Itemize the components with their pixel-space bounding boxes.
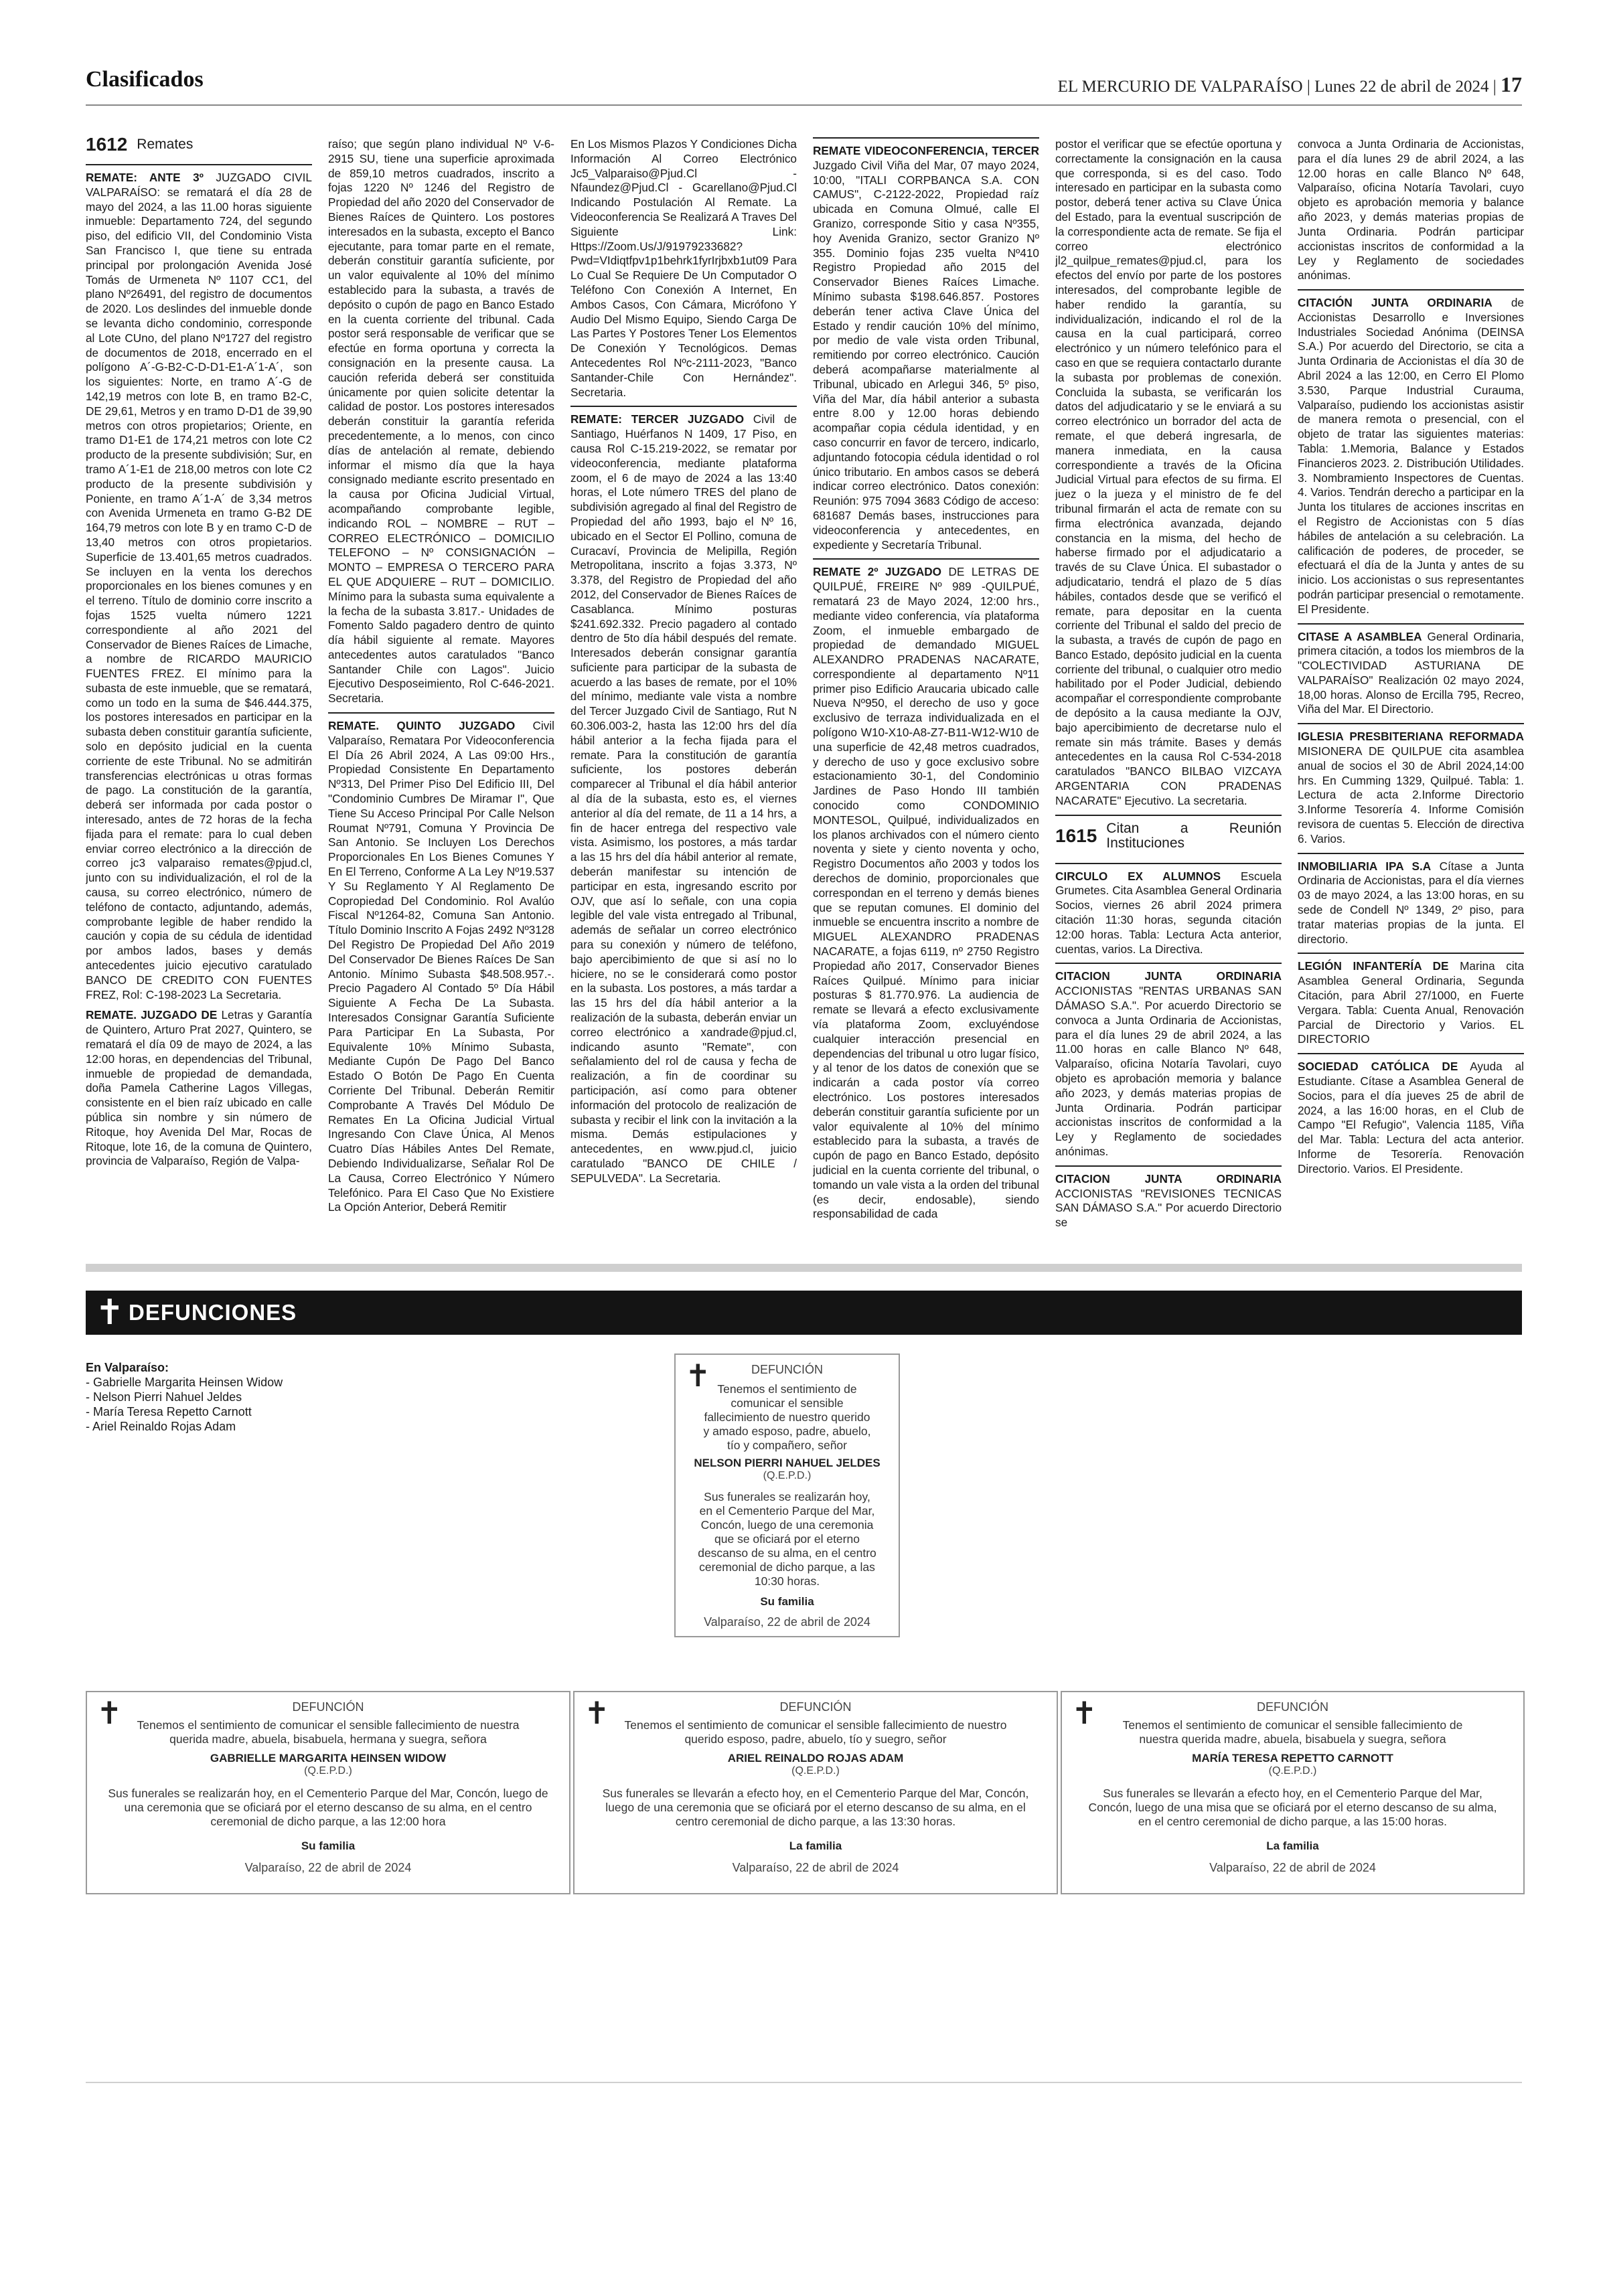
column-2 [328, 137, 554, 1268]
divider [1298, 289, 1524, 291]
death-notice [674, 1354, 900, 1637]
category-name: Citan a Reunión Instituciones [1106, 820, 1282, 851]
ad-text: Civil Valparaíso, Rematara Por Videoconferencia El Día 26 Abril 2024, A Las 09:00 Hrs., Propiedad Consistente En Departamento Nº313, Del Primer Piso Del Edificio III, Del "Condominio Cumbres De Miramar I", Que Tiene Su Acceso Principal Por Calle Nelson Roumat Nº791, Comuna Y Provincia De San Antonio. Se Incluyen Los Derechos Proporcionales En Los Bienes Comunes Y En El Terreno, Conforme A La Ley Nº19.537 Y Su Reglamento Y Al Reglamento De Copropiedad Del Condominio. Rol Avalúo Fiscal Nº1264-82, Comuna San Antonio. Título Dominio Inscrito A Fojas 2492 Nº3128 Del Registro De Propiedad Del Año 2019 Del Conservador De Bienes Raíces De San Antonio. Mínimo Subasta $48.508.957.-. Precio Pagadero Al Contado 5º Día Hábil Siguiente A Fecha De La Subasta. Interesados Consignar Garantía Suficiente Para Participar En La Subasta, Por Equivalente 10% Mínimo Subasta, Mediante Cupón De Pago Del Banco Estado O Botón De Pago En Cuenta Corriente Del Tribunal. Deberán Remitir Comprobante A Través Del Módulo De Remates En La Oficina Judicial Virtual Ingresando Con Clave Única, Al Menos Cuatro Días Hábiles Antes Del Remate, Debiendo Individualizarse, Señalar Rol De La Causa, Correo Electrónico Y Número Telefónico. Para El Caso Que No Existiere La Opción Anterior, Deberá Remitir [328, 719, 554, 1214]
ad-lead: REMATE 2º JUZGADO [813, 565, 942, 579]
category-header-instituciones [1055, 821, 1282, 855]
cross-icon: ✝ [96, 1695, 123, 1731]
ad-lead: SOCIEDAD CATÓLICA DE [1298, 1060, 1458, 1074]
list-item: - Nelson Pierri Nahuel Jeldes [86, 1390, 242, 1404]
notice-qepd: (Q.E.P.D.) [763, 1470, 812, 1481]
classified-ad [1055, 137, 1282, 809]
notice-heading: DEFUNCIÓN [751, 1363, 823, 1376]
ad-text: raíso; que según plano individual Nº V-6-2915 SU, tiene una superficie aproximada de 859,10 metros cuadrados, inscrito a fojas 1220 Nº 1246 del Registro de Propiedad del año 2020 del Conservador de Bienes Raíces de Quintero. Los postores interesados en la subasta, excepto el Banco ejecutante, para tomar parte en el remate, deberán constituir garantía suficiente, por un valor equivalente al 10% del mínimo establecido para la subasta, a través de depósito o cupón de pago en Banco Estado en la cuenta corriente del tribunal. Cada postor será responsable de verificar que se efectúe en forma oportuna y correcta la consignación en la presente causa. La caución referida deberá ser constituida únicamente por quien solicite detentar la calidad de postor. Los postores interesados deberán constituir la garantía referida precedentemente, a lo menos, con cinco días de antelación al remate, debiendo informar el mismo día que la haya consignado mediante escrito presentado en la causa por Oficina Judicial Virtual, acompañando comprobante legible, indicando ROL – NOMBRE – RUT – CORREO ELECTRÓNICO – DOMICILIO TELEFONO – Nº CONSIGNACIÓN – MONTO – EMPRESA O TERCERO PARA EL QUE ADQUIERE – RUT – DOMICILIO. Mínimo para la subasta suma equivalente a la fecha de la subasta 3.817.- Unidades de Fomento Saldo pagadero dentro de quinto día hábil siguiente al remate. Mayores antecedentes autos caratulados "Banco Santander Chile con Lagos". Juicio Ejecutivo Desposeimiento, Rol C-646-2021. Secretaria. [328, 137, 554, 706]
divider [1055, 815, 1282, 816]
ad-text: DE LETRAS DE QUILPUÉ, FREIRE Nº 989 -QUILPUÉ, rematará 23 de Mayo 2024, 12:00 hrs., mediante video conferencia, vía plataforma Zoom, el inmueble embargado de propiedad de demandado MIGUEL ALEXANDRO PRADENAS NACARATE, correspondiente al departamento Nº11 primer piso Edificio Araucaria ubicado calle Nueva Nº950, el derecho de uso y goce exclusivo de terraza individualizada en el polígono W10-X10-A8-Z7-B11-W12-W10 de una superficie de 42,48 metros cuadrados, y derecho de uso y goce exclusivo sobre estacionamiento 30-1, del Condominio Jardines de Paso Hondo III también conocido como CONDOMINIO MONTESOL, Quilpué, individualizados en los planos archivados con el número ciento noventa y siete y ciento noventa y ocho, Registro Documentos año 2003 y todos los derechos de dominio, proporcionales que correspondan en el terreno y demás bienes que se reputan comunes. El dominio del inmueble se encuentra inscrito a nombre de MIGUEL ALEXANDRO PRADENAS NACARATE, a fojas 6119, nº 2750 Registro Propiedad año 2017, Conservador Bienes Raíces Quilpué. Mínimo para iniciar posturas $ 81.770.976. La audiencia de remate se llevará a efecto exclusivamente vía plataforma Zoom, excluyéndose cualquier interacción presencial en dependencias del tribunal u otro lugar físico, y al tenor de los datos de conexión que se indicarán a cada postor vía correo electrónico. Los postores interesados deberán constituir garantía suficiente por un valor equivalente al 10% del mínimo establecido para la subasta, a través de cupón de pago en Banco Estado, depósito judicial en la cuenta corriente del tribunal, o tomando un vale vista a la orden del tribunal (es decir, endosable), siendo responsabilidad de cada [813, 565, 1039, 1221]
category-number: 1612 [86, 137, 128, 155]
section-divider [86, 1264, 1522, 1272]
divider [1298, 723, 1524, 724]
list-item: - Gabrielle Margarita Heinsen Widow [86, 1376, 283, 1389]
classified-ad [1298, 630, 1524, 718]
notice-family: Su familia [760, 1595, 814, 1608]
notice-funeral: Sus funerales se realizarán hoy, en el Cementerio Parque del Mar, Concón, luego de una ceremonia que se oficiará por el eterno descanso de su alma, en el centro ceremonial de dicho parque, a las 10:30 horas. [698, 1490, 876, 1588]
classified-ad [1298, 137, 1524, 283]
notice-date: Valparaíso, 22 de abril de 2024 [704, 1615, 870, 1629]
list-item: - Ariel Reinaldo Rojas Adam [86, 1420, 236, 1433]
divider [86, 164, 312, 165]
notice-funeral: Sus funerales se realizarán hoy, en el Cementerio Parque del Mar, Concón, luego de una ceremonia que se oficiará por el eterno descanso de su alma, en el centro ceremonial de dicho parque, a las 12:00 hora [108, 1787, 548, 1828]
ad-text: Cítase a Junta Ordinaria de Accionistas, para el día viernes 03 de mayo 2024, a las 13:00 horas, en su sede de Condell Nº 1349, 2º piso, para tratar materias propias de la junta. El directorio. [1298, 859, 1524, 946]
classified-ad [570, 137, 797, 400]
category-header-remates [86, 137, 312, 156]
cross-icon: ✝ [685, 1358, 711, 1394]
ad-lead: REMATE. JUZGADO DE [86, 1008, 218, 1022]
divider [1298, 1053, 1524, 1054]
ad-text: Escuela Grumetes. Cita Asamblea General Ordinaria Socios, viernes 26 abril 2024 primera citación 11:30 horas, segunda citación 12:00 horas. Tabla: Lectura Acta anterior, cuentas, varios. La Directiva. [1055, 869, 1282, 956]
notice-heading: DEFUNCIÓN [779, 1700, 852, 1714]
divider [1298, 853, 1524, 854]
publication-line: EL MERCURIO DE VALPARAÍSO | Lunes 22 de abril de 2024 | 17 [1057, 72, 1522, 96]
classified-ad [1298, 859, 1524, 947]
column-5 [1055, 137, 1282, 1268]
classified-columns [86, 137, 1522, 1275]
cross-icon: ✝ [1071, 1695, 1097, 1731]
notice-family: Su familia [301, 1839, 356, 1852]
classified-ad [328, 719, 554, 1215]
divider [1055, 1165, 1282, 1167]
ad-lead: CITASE A ASAMBLEA [1298, 629, 1422, 643]
ad-text: En Los Mismos Plazos Y Condiciones Dicha Información Al Correo Electrónico Jc5_Valparaiso@Pjud.Cl - Nfaundez@Pjud.Cl - Gcarellano@Pjud.Cl Indicando Postulación Al Remate. La Videoconferencia Se Realizará A Traves Del Siguiente Link: Https://Zoom.Us/J/91979233682?Pwd=VIdiqtfpv1p1behrk1fyrIrjbxb1ut09 Para Lo Cual Se Requiere De Un Computador O Teléfono Con Conexión A Internet, En Ambos Casos, Con Cámara, Micrófono Y Audio Del Mismo Equipo, Siendo Carga De Las Partes Y Postores Tener Los Elementos De Conexión Y Tecnológicos. Demas Antecedentes Rol Nºc-2111-2023, "Banco Santander-Chile Con Hernández". Secretaria. [570, 137, 797, 399]
notice-funeral: Sus funerales se llevarán a efecto hoy, en el Cementerio Parque del Mar, Concón, luego de una ceremonia que se oficiará por el eterno descanso de su alma, en el centro ceremonial de dicho parque, a las 13:30 horas. [602, 1787, 1029, 1828]
death-notice [573, 1691, 1058, 1894]
deaths-list [86, 1360, 420, 1434]
ad-text: convoca a Junta Ordinaria de Accionistas, para el día lunes 29 de abril 2024, a las 12.00 horas en calle Blanco Nº 648, Valparaíso, oficina Notaría Tavolari, cuyo objeto es aprobación memoria y balance año 2023, y demás materias propias de Junta Ordinaria. Podrán participar accionistas inscritos de conformidad a la Ley y Reglamento de sociedades anónimas. [1298, 137, 1524, 282]
cross-icon: ✝ [95, 1293, 125, 1333]
column-3 [570, 137, 797, 1268]
category-number: 1615 [1055, 825, 1097, 846]
ad-lead: REMATE. QUINTO JUZGADO [328, 719, 516, 733]
notice-qepd: (Q.E.P.D.) [1268, 1765, 1317, 1777]
notice-family: La familia [789, 1839, 842, 1852]
notice-name: GABRIELLE MARGARITA HEINSEN WIDOW [210, 1752, 447, 1765]
ad-lead: REMATE: TERCER JUZGADO [570, 412, 745, 426]
ad-lead: REMATE: ANTE 3º [86, 171, 204, 184]
divider [1298, 953, 1524, 954]
classified-ad [328, 137, 554, 706]
column-6 [1298, 137, 1524, 1268]
ad-lead: CITACIÓN JUNTA ORDINARIA [1298, 295, 1493, 309]
ad-text: postor el verificar que se efectúe oportuna y correctamente la consignación en la causa que corresponda, si es del caso. Todo interesado en participar en la subasta como postor, deberá tener activa su Clave Única del Estado, para la eventual suscripción de la correspondiente acta de remate. Se fija el correo electrónico jl2_quilpue_remates@pjud.cl, para los efectos del envío por parte de los postores interesados, del comprobante legible de haber rendido la garantía, su individualización, indicando el rol de la causa en la cual participará, correo electrónico y un número telefónico para el caso en que se requiera contactarlo durante la subasta por problemas de conexión. Concluida la subasta, se verificarán los datos del adjudicatario y se le enviará a su correo electrónico un borrador del acta de remate, el que deberá ingresarla, de manera inmediata, en la causa correspondiente a través de la Oficina Judicial Virtual para efectos de su firma. El juez o la jueza y el ministro de fe del tribunal firmarán el acta de remate con su firma electrónica avanzada, dejando constancia en la misma, del hecho de haberse firmado por el adjudicatario a través de su Clave Única. El subastador o adjudicatario, tendrá el plazo de 5 días hábiles, contados desde que se verificó el remate, para depositar en la cuenta corriente del Tribunal el saldo del precio de la subasta, a través de cupón de pago en Banco Estado, depósito judicial en la cuenta corriente del tribunal, o cualquier otro medio habilitado por el Poder Judicial, debiendo acompañar el correspondiente comprobante de depósito a la causa mediante la OJV, bajo apercibimiento de decretarse nulo el remate sin más trámite. Bases y demás antecedentes en la causa Rol C-534-2018 caratulados "BANCO BILBAO VIZCAYA ARGENTARIA CON PRADENAS NACARATE" Ejecutivo. La secretaria. [1055, 137, 1282, 807]
ad-text: MISIONERA DE QUILPUE cita asamblea anual de socios el 30 de Abril 2024,14:00 hrs. En Cumming 1329, Quilpué. Tabla: 1. Lectura de acta 2.Informe Directorio 3.Informe Tesorería 4. Informe Comisión revisora de cuentas 5. Elección de directiva 6. Varios. [1298, 744, 1524, 845]
classified-ad [1055, 1172, 1282, 1230]
notice-intro: Tenemos el sentimiento de comunicar el sensible fallecimiento de nuestra querida madre, abuela, bisabuela y suegra, señora [1122, 1718, 1463, 1746]
ad-text: Juzgado Civil Viña del Mar, 07 mayo 2024, 10:00, "ITALI CORPBANCA S.A. CON CAMUS", C-2122-2022, Propiedad raíz ubicada en Comuna Olmué, calle El Granizo, corresponde Sitio y casa Nº355, hoy Avenida Granizo, sector Granizo Nº 355. Dominio fojas 235 vuelta Nº410 Registro Propiedad año 2015 del Conservador Bienes Raíces Limache. Mínimo subasta $198.646.857. Postores deberán tener activa Clave Única del Estado y rendir caución 10% del mínimo, por medio de vale vista orden Tribunal, remitiendo por correo electrónico. Caución deberá acompañarse materialmente al Tribunal, ubicado en Arlegui 346, 5º piso, Viña del Mar, día hábil anterior a subasta entre 8.00 y 12.00 horas debiendo acompañar copia cédula identidad, y en caso concurrir en favor de tercero, indicarlo, adjuntando fotocopia cédula identidad o rol único tributario. En ambos casos se deberá indicar correo electrónico. Datos conexión: Reunión: 975 7094 3683 Código de acceso: 681687 Demás bases, instrucciones para videoconferencia y antecedentes, en expediente y Secretaría Tribunal. [813, 158, 1039, 552]
notice-name: ARIEL REINALDO ROJAS ADAM [727, 1752, 904, 1765]
ad-lead: INMOBILIARIA IPA S.A [1298, 859, 1432, 873]
ad-lead: IGLESIA PRESBITERIANA REFORMADA [1298, 730, 1524, 744]
notice-name: NELSON PIERRI NAHUEL JELDES [694, 1457, 881, 1469]
classified-ad [813, 565, 1039, 1222]
ad-text: JUZGADO CIVIL VALPARAÍSO: se rematará el día 28 de mayo del 2024, a las 11.00 horas siguiente inmueble: Departamento 724, del segundo piso, del edificio VII, del Condominio Vista San Francisco I, que tiene su entrada principal por prolongación Avenida José Tomás de Urmeneta Nº 1107 CC1, del plano Nº26491, del registro de documentos de 2020. Los deslindes del inmueble donde se levanta dicho condominio, corresponde al Lote CUno, del plano Nº1727 del registro de documentos de 2018, encerrado en el polígono A´-G-B2-C-D-D1-E1-A´1-A´, son los siguientes: Norte, en tramo A´-G de 142,19 metros con lote B, en tramo B2-C, DE 29,61, Metros y en tramo D-D1 de 39,90 metros con otros propietarios; Oriente, en tramo D1-E1 de 174,21 metros con lote C2 producto de la presente subdivisión; Sur, en tramo A´1-E1 de 218,00 metros con lote C2 producto de la presente subdivisión y Poniente, en tramo A´1-A´ de 3,34 metros con Avenida Urmeneta en tramo G-B2 DE 164,79 metros con lote B y en tramo C-D de 13,40 metros con otros propietarios. Superficie de 13.401,65 metros cuadrados. Se incluyen en la venta los derechos proporcionales en los bienes comunes y en el terreno. Título de dominio corre inscrito a fojas 1525 vuelta número 1221 correspondiente al año 2021 del Conservador de Bienes Raíces de Limache, a nombre de RICARDO MAURICIO FUENTES FREZ. El mínimo para la subasta de este inmueble, que se rematará, como un todo en la suma de $46.444.375, los postores interesados en participar en la subasta deben constituir garantía suficiente, solo en depósito judicial en la cuenta corriente de este Tribunal. No se admitirán transferencias electrónicas u otras formas de pago. La constitución de la garantía, deberá ser informada por cada postor o interesado, antes de 72 horas de la fecha fijada para el remate: para lo cual deben enviar correo electrónico a la dirección de correo jc3 valparaiso remates@pjud.cl, junto con su individualización, el rol de la causa, su correo electrónico, número de teléfono de contacto, adjuntando, además, comprobante legible de haber rendido la caución y copia de su cédula de identidad por ambos lados, bases y demás antecedentes juicio ejecutivo caratulado BANCO DE CREDITO CON FUENTES FREZ, Rol: C-198-2023 La Secretaria. [86, 171, 312, 1001]
notice-intro: Tenemos el sentimiento de comunicar el sensible fallecimiento de nuestro querido esposo, padre, abuelo, tío y suegro, señor [624, 1718, 1007, 1746]
ad-text: de Accionistas Desarrollo e Inversiones Industriales Sociedad Anónima (DEINSA S.A.) Por acuerdo del Directorio, se cita a Junta Ordinaria de Accionistas el día 30 de Abril 2024 a las 12:00, en Cerro El Plomo 3.530, Parque Industrial Curauma, Valparaíso, pudiendo los accionistas asistir de manera remota o presencial, con el objeto de tratar las siguientes materias: Tabla: 1.Memoria, Balance y Estados Financieros 2023. 2. Distribución Utilidades. 3. Nombramiento Inspectores de Cuentas. 4. Varios. Tendrán derecho a participar en la Junta los titulares de acciones inscritas en el Registro de Accionistas con 5 días hábiles de antelación a su celebración. La calificación de poderes, de proceder, se efectuará el día de la Junta y antes de su inicio. Los accionistas o sus representantes podrán participar presencial o remotamente. El Presidente. [1298, 295, 1524, 616]
classified-ad [1298, 730, 1524, 846]
ad-lead: LEGIÓN INFANTERÍA DE [1298, 959, 1449, 973]
classified-ad [1055, 969, 1282, 1159]
notice-name: MARÍA TERESA REPETTO CARNOTT [1192, 1752, 1393, 1765]
notice-date: Valparaíso, 22 de abril de 2024 [244, 1861, 412, 1874]
defunciones-title: DEFUNCIONES [129, 1300, 297, 1325]
notice-heading: DEFUNCIÓN [292, 1700, 364, 1714]
ad-lead: CITACION JUNTA ORDINARIA [1055, 969, 1282, 983]
publication-date: Lunes 22 de abril de 2024 [1314, 78, 1489, 96]
divider [1298, 623, 1524, 625]
classified-ad [86, 1008, 312, 1169]
divider [570, 406, 797, 407]
notice-funeral: Sus funerales se llevarán a efecto hoy, en el Cementerio Parque del Mar, Concón, luego de una misa que se oficiará por el eterno descanso de su alma, en el centro ceremonial de dicho parque, a las 15:00 horas. [1088, 1787, 1497, 1828]
notice-date: Valparaíso, 22 de abril de 2024 [732, 1861, 899, 1874]
notice-heading: DEFUNCIÓN [1257, 1700, 1328, 1714]
classified-ad [86, 171, 312, 1002]
classified-ad [1298, 959, 1524, 1047]
ad-lead: CIRCULO EX ALUMNOS [1055, 869, 1221, 883]
ad-lead: CITACION JUNTA ORDINARIA [1055, 1171, 1282, 1185]
ad-text: Civil de Santiago, Huérfanos N 1409, 17 Piso, en causa Rol C-15.219-2022, se rematar por videoconferencia, mediante plataforma zoom, el 6 de mayo de 2024 a las 13:40 horas, el Lote número TRES del plano de subdivisión agregado al final del Registro de Propiedad del año 1993, bajo el Nº 16, ubicado en el Sector El Pollino, comuna de Curacaví, Provincia de Melipilla, Región Metropolitana, inscrito a fojas 3.373, Nº 3.378, del Registro de Propiedad del año 2012, del Conservador de Bienes Raíces de Casablanca. Mínimo posturas $241.692.332. Precio pagadero al contado dentro de 5to día hábil después del remate. Interesados deberán consignar garantía suficiente para participar de la subasta de acuerdo a las bases de remate, por el 10% del mínimo, mediante vale vista a nombre del Tercer Juzgado Civil de Santiago, Rut N 60.306.003-2, hasta las 12:00 hrs del día hábil anterior a la fecha fijada para el remate. Para la constitución de garantía suficiente, los postores deberán comparecer al Tribunal el día hábil anterior al día de la subasta, esto es, el viernes anterior al día del remate, de 11 a 14 hrs, a fin de hacer entrega del respectivo vale vista. Asimismo, los postores, a más tardar a las 15 hrs del día hábil anterior al remate, deberán manifestar su intención de participar en esta, ingresando escrito por OJV, que así lo señale, con una copia legible del vale vista entregado al Tribunal, además de señalar un correo electrónico para su conexión y número de teléfono, bajo apercibimiento de que si así no lo hiciere, no se le considerará como postor en la subasta. Los postores, a más tardar a las 15 hrs del día hábil anterior a la realización de la subasta, deberán enviar un correo electrónico a xandrade@pjud.cl, indicando asunto "Remate", con señalamiento del rol de causa y fecha de realización, a fin de coordinar su participación, así como para obtener información del protocolo de realización de subasta y recibir el link con la invitación a la misma. Demás estipulaciones y antecedentes, en www.pjud.cl, juicio caratulado "BANCO DE CHILE / SEPULVEDA". La Secretaria. [570, 412, 797, 1185]
list-item: - María Teresa Repetto Carnott [86, 1405, 252, 1418]
classified-ad [813, 144, 1039, 552]
notice-qepd: (Q.E.P.D.) [791, 1765, 840, 1777]
column-1 [86, 137, 312, 1268]
ad-text: ACCIONISTAS "REVISIONES TECNICAS SAN DÁMASO S.A." Por acuerdo Directorio se [1055, 1186, 1282, 1230]
notice-qepd: (Q.E.P.D.) [304, 1765, 352, 1777]
classified-ad [1298, 1060, 1524, 1176]
ad-text: Ayuda al Estudiante. Cítase a Asamblea General de Socios, para el día jueves 25 de abril de 2024, a las 16:00 horas, en el Club de Campo "El Refugio", Valencia 1185, Viña del Mar. Tabla: Lectura del acta anterior. Informe de Tesorería. Renovación Directorio. Varios. El Presidente. [1298, 1060, 1524, 1175]
death-notice [86, 1691, 570, 1894]
notice-intro: Tenemos el sentimiento de comunicar el sensible fallecimiento de nuestro querido y amado esposo, padre, abuelo, tío y compañero, señor [703, 1382, 871, 1452]
page-number: 17 [1501, 72, 1522, 96]
cross-icon: ✝ [584, 1695, 610, 1731]
section-title: Clasificados [86, 67, 204, 92]
ad-lead: REMATE VIDEOCONFERENCIA, TERCER [813, 144, 1039, 157]
footer-divider [86, 2082, 1522, 2083]
divider [1055, 863, 1282, 864]
divider [1055, 963, 1282, 964]
publication-name: EL MERCURIO DE VALPARAÍSO [1057, 78, 1303, 96]
divider [813, 137, 1039, 139]
page-header [86, 64, 1522, 106]
notice-intro: Tenemos el sentimiento de comunicar el sensible fallecimiento de nuestra querida madre, abuela, bisabuela, hermana y suegra, señora [137, 1718, 520, 1746]
column-4 [813, 137, 1039, 1268]
divider [328, 712, 554, 714]
divider [813, 558, 1039, 560]
deaths-list-heading: En Valparaíso: [86, 1361, 169, 1374]
notice-family: La familia [1266, 1839, 1319, 1852]
classified-ad [570, 412, 797, 1185]
ad-text: Letras y Garantía de Quintero, Arturo Prat 2027, Quintero, se rematará el día 09 de mayo de 2024, a las 12:00 horas, en dependencias del Tribunal, inmueble de propiedad de demandada, doña Pamela Catherine Lagos Villegas, consistente en el bien raíz ubicado en calle pública sin nombre y sin número de Ritoque, hoy Avenida Del Mar, Rocas de Ritoque, lote 16, de la comuna de Quintero, provincia de Valparaíso, Región de Valpa- [86, 1008, 312, 1168]
ad-text: Marina cita Asamblea General Ordinaria, Segunda Citación, para Abril 27/1000, en Fuerte Vergara. Tabla: Cuenta Anual, Renovación Parcial de Directorio y Varios. EL DIRECTORIO [1298, 959, 1524, 1046]
ad-text: ACCIONISTAS "RENTAS URBANAS SAN DÁMASO S.A.". Por acuerdo Directorio se convoca a Junta Ordinaria de Accionistas, para el día lunes 29 de abril 2024, a las 11.00 horas en calle Blanco Nº 648, Valparaíso, oficina Notaría Tavolari, cuyo objeto es aprobación memoria y balance año 2023, y demás materias propias de Junta Ordinaria. Podrán participar accionistas inscritos de conformidad a la Ley y Reglamento de sociedades anónimas. [1055, 984, 1282, 1158]
notice-date: Valparaíso, 22 de abril de 2024 [1209, 1861, 1376, 1874]
category-name: Remates [137, 137, 194, 152]
death-notice [1061, 1691, 1525, 1894]
classified-ad [1055, 870, 1282, 957]
ad-text: General Ordinaria, primera citación, a todos los miembros de la "COLECTIVIDAD ASTURIANA DE VALPARAÍSO" Realización 02 mayo 2024, 18,00 horas. Alonso de Ercilla 795, Recreo, Viña del Mar. El Directorio. [1298, 629, 1524, 716]
defunciones-banner [86, 1291, 1522, 1335]
classified-ad [1298, 296, 1524, 617]
